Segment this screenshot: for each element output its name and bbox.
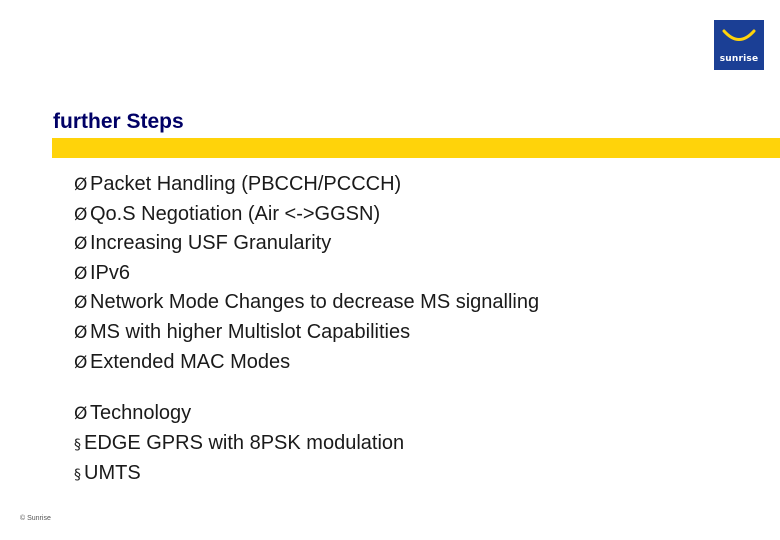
bullet-text: Packet Handling (PBCCH/PCCCH): [90, 173, 402, 195]
sub-bullet-item: [74, 429, 404, 460]
arrow-bullet-icon: Ø: [74, 322, 88, 343]
bullet-item: [74, 170, 539, 200]
sub-bullet-item: [74, 459, 404, 490]
arrow-bullet-icon: Ø: [74, 234, 88, 255]
bullet-item: [74, 229, 539, 259]
bullet-item: [74, 200, 539, 230]
bullet-text: Extended MAC Modes: [90, 350, 291, 373]
bullet-text: Qo.S Negotiation (Air <->GGSN): [90, 202, 381, 225]
bullet-text: IPv6: [90, 261, 131, 284]
main-bullet-list: [74, 170, 539, 377]
arrow-bullet-icon: Ø: [74, 204, 88, 225]
arrow-bullet-icon: Ø: [74, 404, 88, 424]
bullet-item: [74, 318, 539, 348]
technology-heading-text: Technology: [90, 402, 192, 424]
bullet-item: [74, 348, 539, 378]
sub-bullet-text: UMTS: [84, 462, 141, 485]
technology-heading: [74, 399, 404, 429]
slide-title: further Steps: [53, 110, 184, 133]
technology-bullet-list: [74, 399, 404, 490]
arrow-bullet-icon: Ø: [74, 352, 88, 373]
bullet-text: Network Mode Changes to decrease MS signalling: [90, 291, 540, 314]
footer-copyright: © Sunrise: [20, 515, 51, 522]
square-bullet-icon: §: [74, 436, 81, 453]
bullet-item: [74, 288, 539, 318]
accent-bar: [52, 138, 780, 158]
square-bullet-icon: §: [74, 467, 81, 484]
bullet-text: MS with higher Multislot Capabilities: [90, 320, 411, 343]
bullet-text: Increasing USF Granularity: [90, 232, 332, 255]
arrow-bullet-icon: Ø: [74, 293, 88, 314]
logo-text: sunrise: [719, 54, 759, 64]
sunrise-logo: [714, 20, 764, 70]
bullet-item: [74, 259, 539, 289]
arrow-bullet-icon: Ø: [74, 175, 88, 195]
sub-bullet-text: EDGE GPRS with 8PSK modulation: [84, 431, 405, 454]
arrow-bullet-icon: Ø: [74, 263, 88, 284]
